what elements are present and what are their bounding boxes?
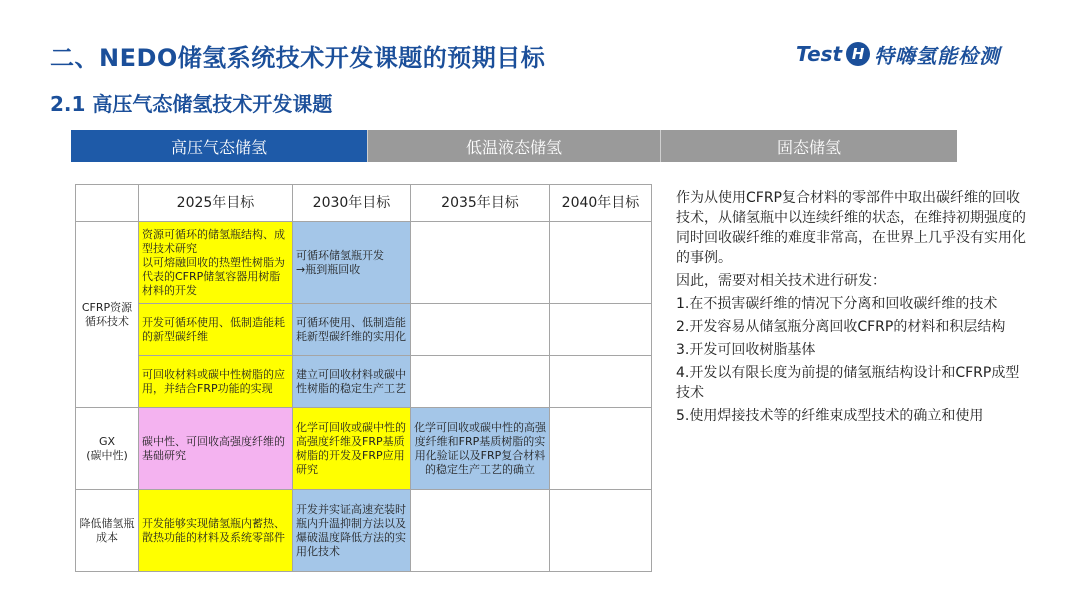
header-corner (76, 185, 139, 222)
page-title: 二、NEDO储氢系统技术开发课题的预期目标 (50, 44, 546, 72)
cell-cfrp-2025-a: 资源可循环的储氢瓶结构、成型技术研究 以可熔融回收的热塑性树脂为代表的CFRP储氢容器用树脂材料的开发 (139, 222, 293, 304)
cell-cfrp-2030-a: 可循环储氢瓶开发 →瓶到瓶回收 (293, 222, 411, 304)
cell-cost-2030: 开发并实证高速充装时瓶内升温抑制方法以及爆破温度降低方法的实用化技术 (293, 490, 411, 572)
table-row (76, 356, 652, 408)
targets-table (75, 184, 652, 572)
header-2035: 2035年目标 (411, 185, 550, 222)
section-subtitle: 2.1 高压气态储氢技术开发课题 (50, 92, 333, 116)
table-row (76, 222, 652, 304)
tab-solid-state[interactable]: 固态储氢 (660, 130, 957, 162)
cell-cost-2025: 开发能够实现储氢瓶内蓄热、散热功能的材料及系统零部件 (139, 490, 293, 572)
storage-type-tabs (71, 130, 957, 162)
logo-chinese-text: 特嗨氢能检测 (874, 43, 1001, 68)
cell-empty (550, 356, 652, 408)
cell-gx-2035: 化学可回收或碳中性的高强度纤维和FRP基质树脂的实用化验证以及FRP复合材料的稳定生产工艺的确立 (411, 408, 550, 490)
list-item: 5.使用焊接技术等的纤维束成型技术的确立和使用 (676, 408, 984, 424)
group-gx: GX (碳中性) (76, 408, 139, 490)
table-row (76, 408, 652, 490)
cell-empty (550, 490, 652, 572)
cell-empty (411, 356, 550, 408)
header-2040: 2040年目标 (550, 185, 652, 222)
header-2025: 2025年目标 (139, 185, 293, 222)
list-item: 1.在不损害碳纤维的情况下分离和回收碳纤维的技术 (676, 296, 998, 312)
list-item: 2.开发容易从储氢瓶分离回收CFRP的材料和积层结构 (676, 319, 1006, 335)
tab-high-pressure-gas[interactable]: 高压气态储氢 (71, 130, 367, 162)
cell-cfrp-2030-c: 建立可回收材料或碳中性树脂的稳定生产工艺 (293, 356, 411, 408)
table-row (76, 490, 652, 572)
cell-empty (411, 304, 550, 356)
cell-cfrp-2025-c: 可回收材料或碳中性树脂的应用，并结合FRP功能的实现 (139, 356, 293, 408)
cell-empty (550, 222, 652, 304)
description-panel (676, 188, 1031, 429)
tab-cryogenic-liquid[interactable]: 低温液态储氢 (367, 130, 660, 162)
cell-gx-2030: 化学可回收或碳中性的高强度纤维及FRP基质树脂的开发及FRP应用研究 (293, 408, 411, 490)
logo-h-icon: H (846, 42, 870, 66)
cell-empty (550, 304, 652, 356)
description-intro: 作为从使用CFRP复合材料的零部件中取出碳纤维的回收技术，从储氢瓶中以连续纤维的状态，在维持初期强度的同时回收碳纤维的难度非常高，在世界上几乎没有实用化的事例。 (676, 190, 1026, 266)
header-2030: 2030年目标 (293, 185, 411, 222)
group-cfrp-recycling: CFRP资源循环技术 (76, 222, 139, 408)
brand-logo (796, 38, 1000, 70)
cell-cfrp-2030-b: 可循环使用、低制造能耗新型碳纤维的实用化 (293, 304, 411, 356)
cell-gx-2025: 碳中性、可回收高强度纤维的基础研究 (139, 408, 293, 490)
list-item: 4.开发以有限长度为前提的储氢瓶结构设计和CFRP成型技术 (676, 365, 1020, 401)
cell-empty (550, 408, 652, 490)
description-lead: 因此，需要对相关技术进行研发： (676, 273, 886, 289)
list-item: 3.开发可回收树脂基体 (676, 342, 816, 358)
logo-test-text: Test (796, 42, 843, 66)
cell-empty (411, 490, 550, 572)
group-cost-reduction: 降低储氢瓶成本 (76, 490, 139, 572)
table-header-row (76, 185, 652, 222)
cell-empty (411, 222, 550, 304)
cell-cfrp-2025-b: 开发可循环使用、低制造能耗的新型碳纤维 (139, 304, 293, 356)
table-row (76, 304, 652, 356)
